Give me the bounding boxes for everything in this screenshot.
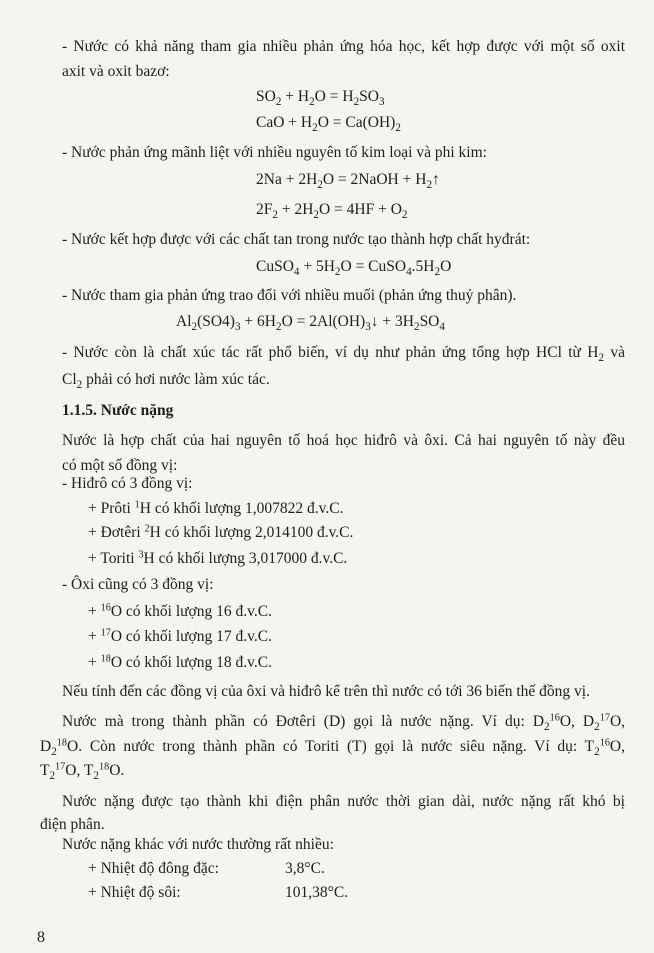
paragraph-line: - Nước kết hợp được với các chất tan trong nước tạo thành hợp chất hyđrát: bbox=[62, 231, 531, 248]
list-intro: - Hiđrô có 3 đồng vị: bbox=[62, 475, 193, 492]
paragraph-line: - Nước có khả năng tham gia nhiều phản ứng hóa học, kết hợp được với một số oxit bbox=[62, 38, 625, 55]
page-number: 8 bbox=[37, 929, 45, 946]
paragraph-line: - Nước phản ứng mãnh liệt với nhiều nguyên tố kim loại và phi kim: bbox=[62, 144, 487, 161]
equation: $2F_2 + 2H_2O = 4HF + O_2$ bbox=[256, 201, 408, 221]
paragraph-line: $T_2^{17}O$, $T_2^{18}O$. bbox=[40, 761, 125, 782]
section-heading: 1.1.5. Nước nặng bbox=[62, 402, 174, 419]
up-arrow-icon: ↑ bbox=[432, 171, 440, 188]
down-arrow-icon: ↓ bbox=[370, 313, 379, 330]
property-value: 3,8°C. bbox=[285, 860, 325, 877]
equation: $2Na + 2H_2O$ = 2NaOH + $H_2↑$ bbox=[256, 171, 440, 191]
paragraph-line: axit và oxit bazơ: bbox=[62, 63, 170, 80]
paragraph-line: $Cl_2$ phải có hơi nước làm xúc tác. bbox=[62, 371, 270, 391]
equation: $Al_2(SO4)_3 + 6H_2O$ = $2Al(OH)_3↓ + 3H_2SO_4$ bbox=[176, 313, 445, 333]
paragraph-line: có một số đồng vị: bbox=[62, 457, 178, 474]
paragraph-line: Nước mà trong thành phần có Đơtêri (D) gọi là nước nặng. Ví dụ: $D_2^{16}O$, $D_2^{17}O$, bbox=[62, 712, 626, 733]
paragraph-line: $D_2^{18}O$. Còn nước trong thành phần có Toriti (T) gọi là nước siêu nặng. Ví dụ: $T_2^{16}O$, bbox=[40, 737, 625, 758]
list-item: + $^{18}$O có khối lượng 18 đ.v.C. bbox=[88, 653, 272, 671]
equation: CuSO$_4$ + $5H_2O$ = $CuSO_4.5H_2O$ bbox=[256, 258, 452, 278]
property-label: + Nhiệt độ đông đặc: bbox=[88, 860, 219, 877]
list-intro: - Ôxi cũng có 3 đồng vị: bbox=[62, 576, 214, 593]
paragraph-line: Nước là hợp chất của hai nguyên tố hoá học hiđrô và ôxi. Cả hai nguyên tố này đều bbox=[62, 432, 625, 449]
paragraph-line: Nước nặng được tạo thành khi điện phân nước thời gian dài, nước nặng rất khó bị bbox=[62, 793, 625, 810]
equation: $SO_2 + H_2O = H_2SO_3$ bbox=[256, 88, 385, 108]
paragraph-line: Nếu tính đến các đồng vị của ôxi và hiđrô kể trên thì nước có tới 36 biến thế đồng vị. bbox=[62, 683, 590, 700]
property-value: 101,38°C. bbox=[285, 884, 349, 901]
list-item: + $^{16}$O có khối lượng 16 đ.v.C. bbox=[88, 602, 272, 620]
paragraph-line: điện phân. bbox=[40, 816, 105, 833]
list-item: + Đơtêri $^2$H có khối lượng 2,014100 đ.v.C. bbox=[88, 523, 354, 541]
paragraph-line: Nước nặng khác với nước thường rất nhiều: bbox=[62, 836, 334, 853]
list-item: + Prôti $^1$H có khối lượng 1,007822 đ.v.C. bbox=[88, 499, 344, 517]
property-label: + Nhiệt độ sôi: bbox=[88, 884, 181, 901]
equation: CaO + $H_2O = Ca(OH)_2$ bbox=[256, 114, 401, 134]
paragraph-line: - Nước còn là chất xúc tác rất phổ biến, ví dụ như phản ứng tổng hợp HCl từ $H_2$ và bbox=[62, 344, 625, 364]
list-item: + $^{17}$O có khối lượng 17 đ.v.C. bbox=[88, 627, 272, 645]
paragraph-line: - Nước tham gia phản ứng trao đổi với nhiều muối (phản ứng thuỷ phân). bbox=[62, 287, 517, 304]
list-item: + Toriti $^3$H có khối lượng 3,017000 đ.v.C. bbox=[88, 549, 348, 567]
